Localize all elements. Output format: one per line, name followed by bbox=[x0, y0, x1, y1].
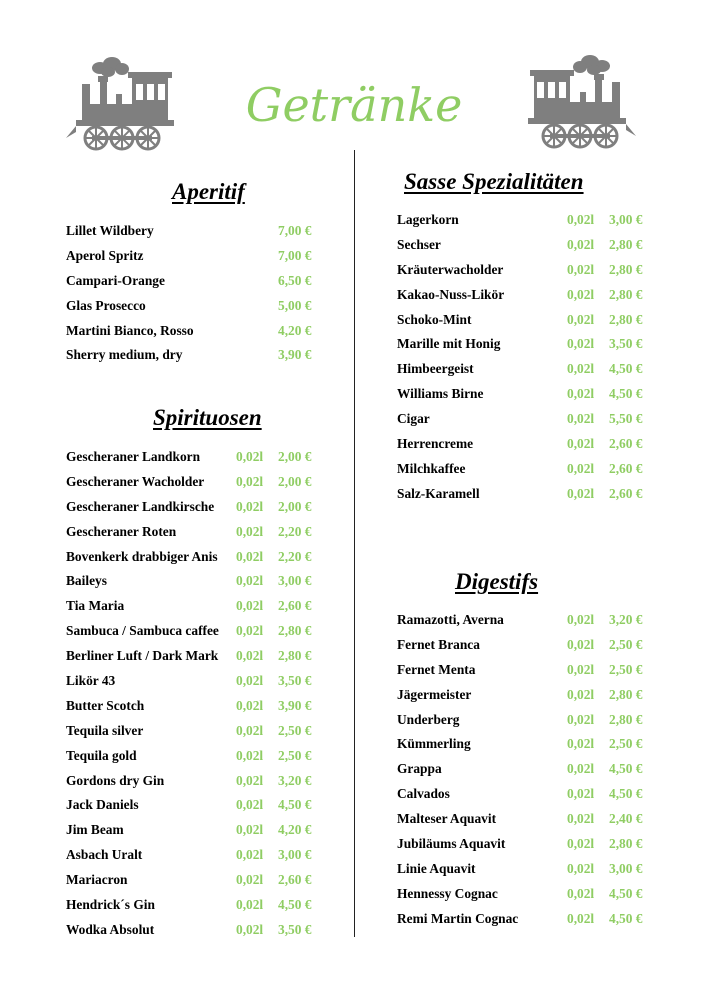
item-volume: 0,02l bbox=[236, 747, 264, 763]
item-volume: 0,02l bbox=[236, 822, 264, 838]
list-item bbox=[397, 708, 657, 733]
item-price: 7,00 € bbox=[278, 223, 312, 238]
item-price: 3,20 € bbox=[609, 612, 643, 627]
item-price: 3,00 € bbox=[278, 847, 312, 863]
item-name: Tia Maria bbox=[66, 598, 125, 614]
item-name: Gescheraner Landkirsche bbox=[66, 498, 215, 514]
item-volume: 0,02l bbox=[567, 261, 595, 277]
item-name: Sechser bbox=[397, 236, 441, 252]
item-name: Salz-Karamell bbox=[397, 485, 480, 501]
list-item bbox=[66, 470, 326, 495]
item-price: 2,50 € bbox=[278, 722, 312, 738]
item-price: 3,00 € bbox=[609, 860, 643, 876]
item-price: 4,50 € bbox=[609, 910, 643, 926]
item-name: Underberg bbox=[397, 711, 460, 727]
list-item bbox=[397, 658, 657, 683]
item-name: Wodka Absolut bbox=[66, 921, 155, 937]
item-price: 2,20 € bbox=[278, 523, 312, 539]
item-volume: 0,02l bbox=[236, 897, 264, 913]
list-item bbox=[66, 744, 326, 769]
item-price: 2,50 € bbox=[609, 636, 643, 652]
item-price: 4,50 € bbox=[278, 797, 312, 813]
item-price: 3,00 € bbox=[609, 212, 643, 227]
item-volume: 0,02l bbox=[236, 523, 264, 539]
item-name: Kräuterwacholder bbox=[397, 261, 504, 277]
list-item bbox=[397, 382, 657, 407]
item-name: Asbach Uralt bbox=[66, 847, 143, 863]
list-item bbox=[397, 457, 657, 482]
item-name: Himbeergeist bbox=[397, 361, 474, 377]
item-price: 4,20 € bbox=[278, 322, 312, 338]
item-volume: 0,02l bbox=[567, 711, 595, 727]
item-price: 4,50 € bbox=[609, 386, 643, 402]
item-name: Marille mit Honig bbox=[397, 336, 501, 352]
item-name: Likör 43 bbox=[66, 673, 116, 689]
list-item bbox=[66, 619, 326, 644]
item-volume: 0,02l bbox=[567, 811, 595, 827]
item-price: 2,80 € bbox=[609, 286, 643, 302]
list-item bbox=[66, 495, 326, 520]
item-volume: 0,02l bbox=[567, 212, 595, 227]
list-item bbox=[397, 782, 657, 807]
section-heading-aperitif: Aperitif bbox=[172, 179, 245, 204]
item-name: Berliner Luft / Dark Mark bbox=[66, 648, 219, 664]
item-volume: 0,02l bbox=[236, 598, 264, 614]
item-volume: 0,02l bbox=[567, 761, 595, 777]
list-item bbox=[397, 357, 657, 382]
item-price: 7,00 € bbox=[278, 247, 312, 263]
item-volume: 0,02l bbox=[567, 661, 595, 677]
list-item bbox=[397, 258, 657, 283]
item-name: Herrencreme bbox=[397, 436, 474, 452]
item-name: Remi Martin Cognac bbox=[397, 910, 519, 926]
item-volume: 0,02l bbox=[236, 722, 264, 738]
item-name: Williams Birne bbox=[397, 386, 484, 402]
item-price: 2,60 € bbox=[278, 872, 312, 888]
item-name: Sambuca / Sambuca caffee bbox=[66, 623, 219, 639]
list-item bbox=[66, 594, 326, 619]
item-volume: 0,02l bbox=[567, 336, 595, 352]
list-item bbox=[397, 683, 657, 708]
list-item bbox=[66, 793, 326, 818]
list-item bbox=[66, 843, 326, 868]
item-name: Kakao-Nuss-Likör bbox=[397, 286, 505, 302]
item-name: Milchkaffee bbox=[397, 460, 466, 476]
list-item bbox=[397, 757, 657, 782]
item-name: Tequila silver bbox=[66, 722, 144, 738]
item-price: 2,80 € bbox=[609, 261, 643, 277]
item-volume: 0,02l bbox=[236, 872, 264, 888]
list-item bbox=[397, 832, 657, 857]
aperitif-list bbox=[66, 219, 326, 368]
item-price: 4,20 € bbox=[278, 822, 312, 838]
item-price: 2,50 € bbox=[609, 736, 643, 752]
item-volume: 0,02l bbox=[567, 636, 595, 652]
item-volume: 0,02l bbox=[567, 386, 595, 402]
item-price: 2,00 € bbox=[278, 473, 312, 489]
item-volume: 0,02l bbox=[567, 236, 595, 252]
section-heading-spirituosen: Spirituosen bbox=[153, 405, 262, 430]
item-price: 4,50 € bbox=[609, 361, 643, 377]
item-price: 2,50 € bbox=[609, 661, 643, 677]
item-volume: 0,02l bbox=[236, 648, 264, 664]
item-price: 3,50 € bbox=[278, 921, 312, 937]
item-volume: 0,02l bbox=[567, 361, 595, 377]
item-volume: 0,02l bbox=[567, 686, 595, 702]
list-item bbox=[397, 732, 657, 757]
item-volume: 0,02l bbox=[236, 697, 264, 713]
item-volume: 0,02l bbox=[567, 286, 595, 302]
item-volume: 0,02l bbox=[236, 921, 264, 937]
list-item bbox=[397, 283, 657, 308]
item-name: Linie Aquavit bbox=[397, 860, 476, 876]
list-item bbox=[397, 807, 657, 832]
list-item bbox=[397, 208, 657, 233]
list-item bbox=[66, 569, 326, 594]
item-volume: 0,02l bbox=[567, 485, 595, 501]
item-name: Gescheraner Landkorn bbox=[66, 449, 201, 464]
digestifs-list bbox=[397, 608, 657, 932]
list-item bbox=[66, 343, 326, 368]
list-item bbox=[397, 482, 657, 507]
item-price: 2,80 € bbox=[278, 623, 312, 639]
list-item bbox=[66, 868, 326, 893]
list-item bbox=[397, 407, 657, 432]
list-item bbox=[66, 818, 326, 843]
item-volume: 0,02l bbox=[236, 673, 264, 689]
item-name: Martini Bianco, Rosso bbox=[66, 322, 194, 338]
item-price: 2,60 € bbox=[609, 436, 643, 452]
item-name: Jägermeister bbox=[397, 686, 472, 702]
item-name: Cigar bbox=[397, 411, 430, 427]
item-volume: 0,02l bbox=[236, 548, 264, 564]
list-item bbox=[66, 319, 326, 344]
list-item bbox=[397, 608, 657, 633]
list-item bbox=[397, 633, 657, 658]
item-price: 2,80 € bbox=[278, 648, 312, 664]
item-price: 2,40 € bbox=[609, 811, 643, 827]
list-item bbox=[66, 918, 326, 943]
item-price: 3,50 € bbox=[609, 336, 643, 352]
item-price: 3,50 € bbox=[278, 673, 312, 689]
item-price: 2,20 € bbox=[278, 548, 312, 564]
item-volume: 0,02l bbox=[567, 311, 595, 327]
item-price: 3,90 € bbox=[278, 347, 312, 363]
item-volume: 0,02l bbox=[236, 573, 264, 589]
item-price: 2,80 € bbox=[609, 686, 643, 702]
item-name: Hennessy Cognac bbox=[397, 885, 498, 901]
item-volume: 0,02l bbox=[236, 498, 264, 514]
item-price: 5,50 € bbox=[609, 411, 643, 427]
list-item bbox=[66, 769, 326, 794]
item-volume: 0,02l bbox=[236, 449, 264, 464]
item-name: Mariacron bbox=[66, 872, 128, 888]
item-name: Gescheraner Roten bbox=[66, 523, 177, 539]
item-name: Malteser Aquavit bbox=[397, 811, 497, 827]
item-price: 2,00 € bbox=[278, 449, 312, 464]
item-volume: 0,02l bbox=[567, 411, 595, 427]
item-price: 3,00 € bbox=[278, 573, 312, 589]
item-price: 3,20 € bbox=[278, 772, 312, 788]
list-item bbox=[66, 219, 326, 244]
item-volume: 0,02l bbox=[567, 860, 595, 876]
list-item bbox=[66, 893, 326, 918]
item-price: 2,60 € bbox=[278, 598, 312, 614]
list-item bbox=[66, 294, 326, 319]
item-name: Sherry medium, dry bbox=[66, 347, 183, 363]
item-volume: 0,02l bbox=[567, 736, 595, 752]
item-name: Tequila gold bbox=[66, 747, 137, 763]
item-price: 2,00 € bbox=[278, 498, 312, 514]
list-item bbox=[397, 233, 657, 258]
item-name: Kümmerling bbox=[397, 736, 471, 752]
item-price: 2,50 € bbox=[278, 747, 312, 763]
item-price: 6,50 € bbox=[278, 272, 312, 288]
item-price: 2,80 € bbox=[609, 836, 643, 852]
item-volume: 0,02l bbox=[236, 772, 264, 788]
item-name: Grappa bbox=[397, 761, 442, 777]
item-volume: 0,02l bbox=[236, 797, 264, 813]
item-name: Fernet Menta bbox=[397, 661, 476, 677]
list-item bbox=[397, 432, 657, 457]
list-item bbox=[66, 719, 326, 744]
item-name: Jack Daniels bbox=[66, 797, 139, 813]
item-name: Bovenkerk drabbiger Anis bbox=[66, 548, 218, 564]
item-price: 2,80 € bbox=[609, 311, 643, 327]
item-volume: 0,02l bbox=[236, 473, 264, 489]
item-price: 4,50 € bbox=[609, 786, 643, 802]
item-price: 2,60 € bbox=[609, 485, 643, 501]
spirituosen-list bbox=[66, 445, 326, 943]
item-name: Jubiläums Aquavit bbox=[397, 836, 506, 852]
item-volume: 0,02l bbox=[567, 460, 595, 476]
item-volume: 0,02l bbox=[567, 885, 595, 901]
item-volume: 0,02l bbox=[567, 612, 595, 627]
item-price: 4,50 € bbox=[609, 761, 643, 777]
item-price: 3,90 € bbox=[278, 697, 312, 713]
item-name: Calvados bbox=[397, 786, 450, 802]
item-volume: 0,02l bbox=[567, 786, 595, 802]
list-item bbox=[66, 644, 326, 669]
item-price: 4,50 € bbox=[278, 897, 312, 913]
item-volume: 0,02l bbox=[236, 847, 264, 863]
column-divider bbox=[354, 150, 355, 937]
list-item bbox=[66, 269, 326, 294]
list-item bbox=[66, 520, 326, 545]
item-name: Jim Beam bbox=[66, 822, 124, 838]
item-name: Campari-Orange bbox=[66, 272, 165, 288]
item-name: Aperol Spritz bbox=[66, 247, 144, 263]
item-name: Schoko-Mint bbox=[397, 311, 472, 327]
item-name: Ramazotti, Averna bbox=[397, 612, 504, 627]
list-item bbox=[397, 907, 657, 932]
list-item bbox=[397, 882, 657, 907]
item-name: Hendrick´s Gin bbox=[66, 897, 155, 913]
list-item bbox=[66, 244, 326, 269]
item-price: 2,80 € bbox=[609, 236, 643, 252]
item-volume: 0,02l bbox=[567, 910, 595, 926]
item-name: Lillet Wildbery bbox=[66, 223, 154, 238]
section-heading-digestifs: Digestifs bbox=[455, 569, 539, 594]
item-name: Baileys bbox=[66, 573, 107, 589]
list-item bbox=[66, 694, 326, 719]
list-item bbox=[397, 308, 657, 333]
page-title: Getränke bbox=[245, 78, 463, 132]
item-price: 2,80 € bbox=[609, 711, 643, 727]
list-item bbox=[66, 669, 326, 694]
item-name: Gordons dry Gin bbox=[66, 772, 165, 788]
sasse-list bbox=[397, 208, 657, 507]
item-volume: 0,02l bbox=[567, 436, 595, 452]
list-item bbox=[397, 857, 657, 882]
item-volume: 0,02l bbox=[567, 836, 595, 852]
item-name: Gescheraner Wacholder bbox=[66, 473, 205, 489]
section-heading-sasse: Sasse Spezialitäten bbox=[404, 169, 584, 194]
list-item bbox=[66, 445, 326, 470]
list-item bbox=[397, 332, 657, 357]
item-price: 2,60 € bbox=[609, 460, 643, 476]
item-volume: 0,02l bbox=[236, 623, 264, 639]
item-name: Fernet Branca bbox=[397, 636, 480, 652]
item-price: 5,00 € bbox=[278, 297, 312, 313]
item-price: 4,50 € bbox=[609, 885, 643, 901]
item-name: Lagerkorn bbox=[397, 212, 459, 227]
item-name: Glas Prosecco bbox=[66, 297, 146, 313]
item-name: Butter Scotch bbox=[66, 697, 145, 713]
list-item bbox=[66, 545, 326, 570]
